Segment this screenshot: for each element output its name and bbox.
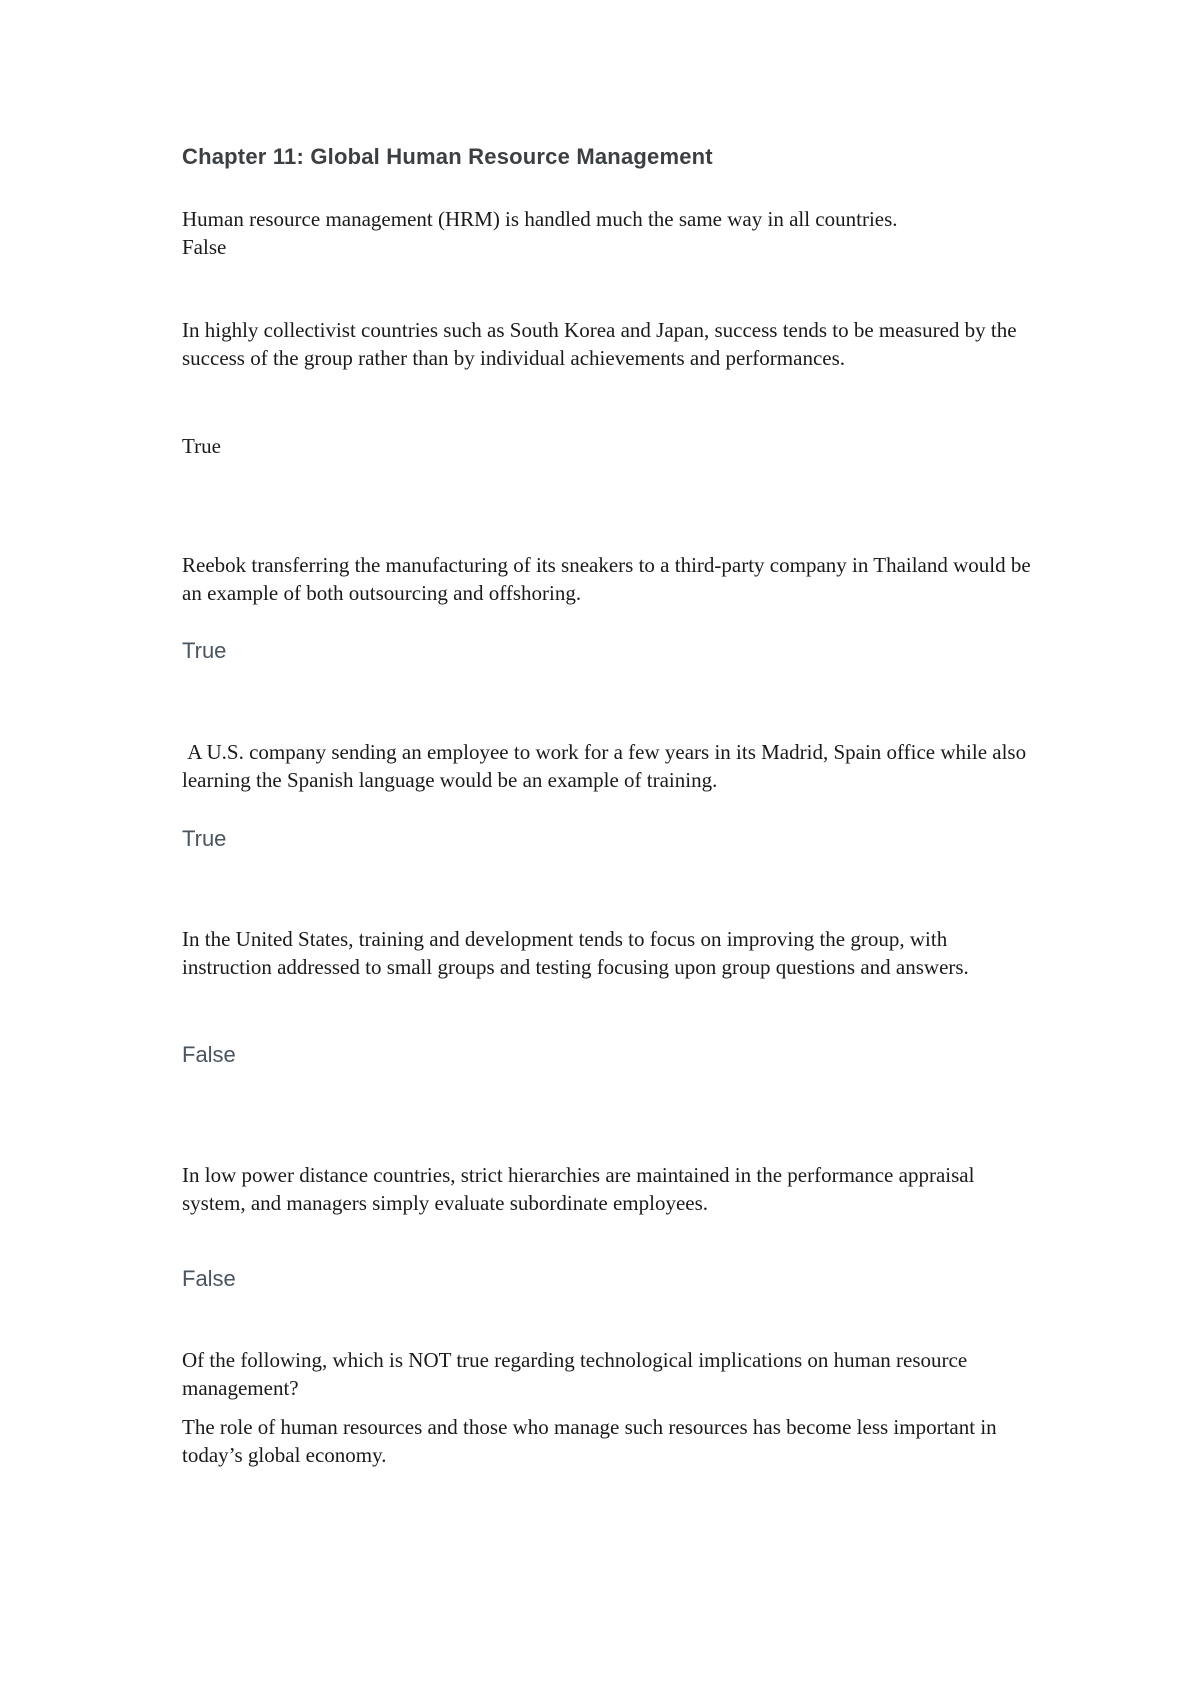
question-5: In the United States, training and development tends to focus on improving the group, with instruction addressed to small groups and testing focusing upon group questions and answers. bbox=[182, 927, 969, 979]
answer-2: True bbox=[182, 434, 221, 458]
question-2: In highly collectivist countries such as South Korea and Japan, success tends to be measured by the success of the group rather than by individual achievements and performances. bbox=[182, 318, 1017, 370]
question-6: In low power distance countries, strict hierarchies are maintained in the performance appraisal system, and managers simply evaluate subordinate employees. bbox=[182, 1163, 975, 1215]
answer-6: False bbox=[182, 1266, 236, 1291]
chapter-title: Chapter 11: Global Human Resource Management bbox=[182, 144, 713, 169]
answer-3: True bbox=[182, 638, 227, 663]
answer-7: The role of human resources and those who manage such resources has become less important in today’s global economy. bbox=[182, 1415, 997, 1467]
question-4: A U.S. company sending an employee to work for a few years in its Madrid, Spain office while also learning the Spanish language would be an example of training. bbox=[182, 740, 1032, 792]
question-7: Of the following, which is NOT true regarding technological implications on human resource management? bbox=[182, 1348, 968, 1400]
question-1: Human resource management (HRM) is handled much the same way in all countries. bbox=[182, 207, 898, 231]
answer-1: False bbox=[182, 235, 227, 259]
question-3: Reebok transferring the manufacturing of its sneakers to a third-party company in Thailand would be an example of both outsourcing and offshoring. bbox=[182, 553, 1031, 605]
answer-4: True bbox=[182, 826, 227, 851]
answer-5: False bbox=[182, 1042, 236, 1067]
